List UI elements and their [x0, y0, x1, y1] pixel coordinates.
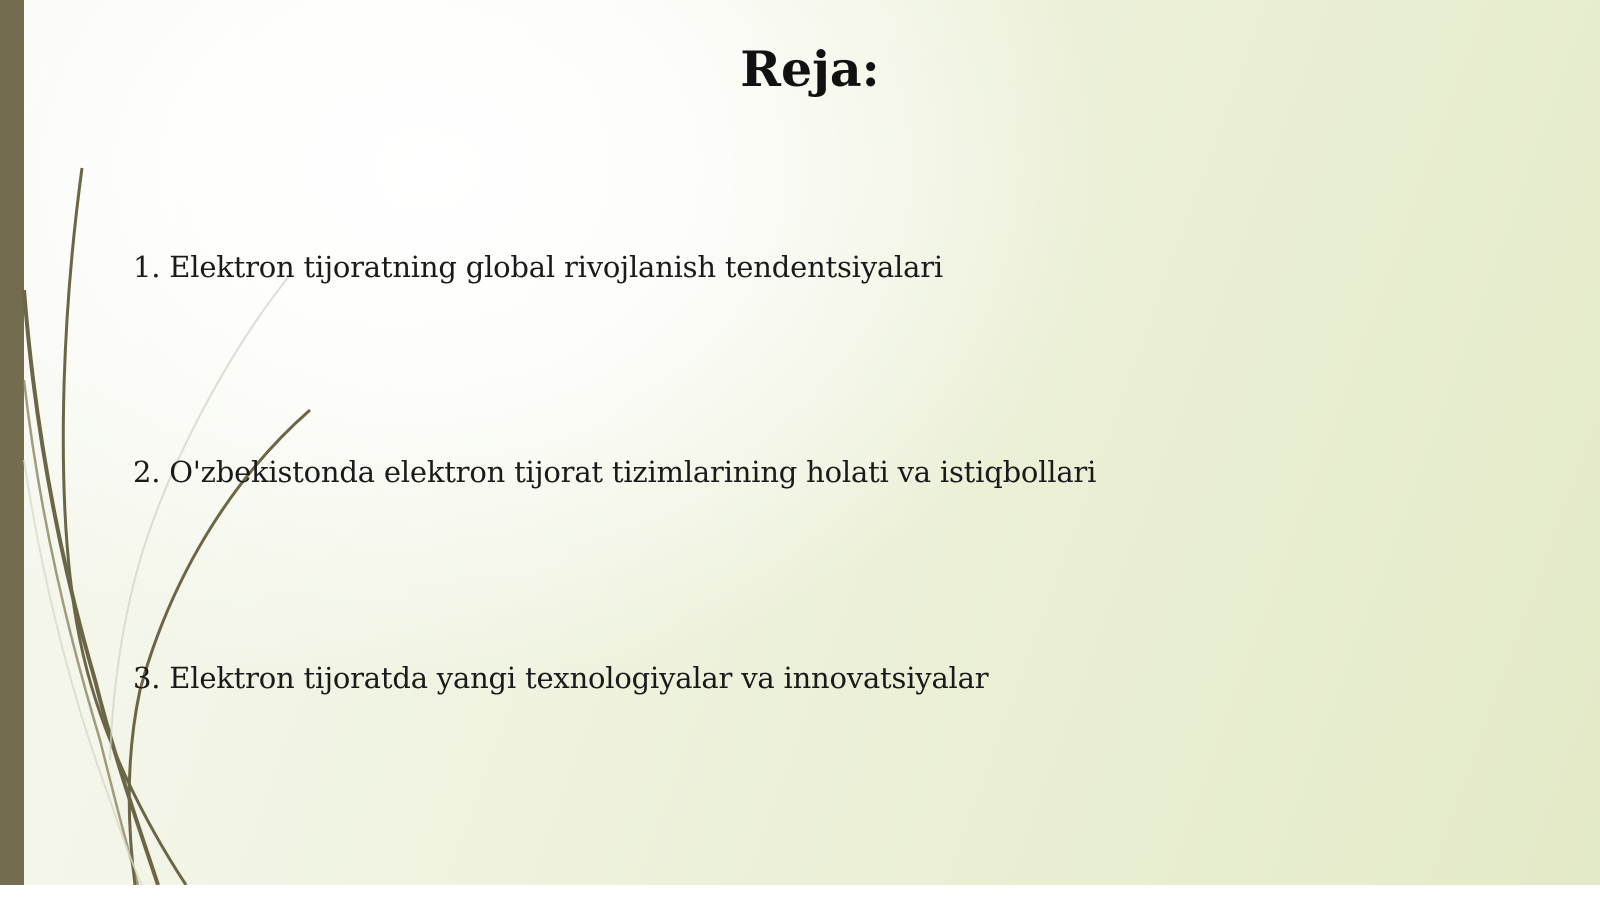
slide-title: Reja:: [740, 40, 880, 98]
grass-decoration-icon: [0, 0, 320, 885]
agenda-item-1: 1. Elektron tijoratning global rivojlanish tendentsiyalari: [133, 250, 943, 284]
agenda-item-2: 2. O'zbekistonda elektron tijorat tizimlarining holati va istiqbollari: [133, 455, 1097, 489]
bottom-strip: [0, 885, 1600, 899]
agenda-item-3: 3. Elektron tijoratda yangi texnologiyalar va innovatsiyalar: [133, 661, 989, 695]
